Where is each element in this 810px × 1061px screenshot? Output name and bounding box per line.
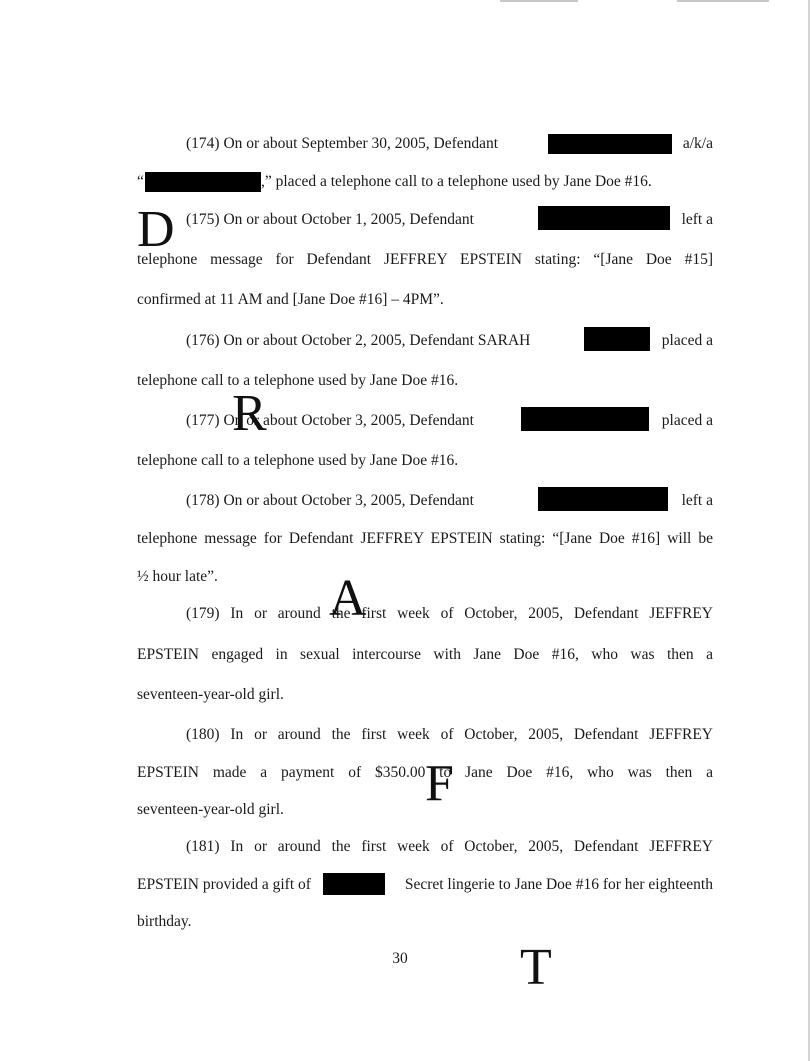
paragraph-text: (174) On or about September 30, 2005, Defendant	[186, 135, 499, 152]
redaction-block	[538, 487, 668, 511]
paragraph-180-line-2: EPSTEIN made a payment of $350.00 to Jane Doe #16, who was then a	[137, 764, 713, 781]
paragraph-text: (177) On or about October 3, 2005, Defendant	[186, 412, 474, 429]
paragraph-text: EPSTEIN provided a gift of	[137, 876, 311, 893]
watermark-letter-r: R	[232, 385, 267, 442]
paragraph-179-line-2: EPSTEIN engaged in sexual intercourse with Jane Doe #16, who was then a	[137, 646, 713, 663]
watermark-letter-t: T	[520, 939, 552, 996]
paragraph-174-line-2	[137, 172, 713, 192]
watermark-letter-f: F	[425, 755, 454, 812]
top-scan-mark	[500, 0, 578, 2]
paragraph-text: placed a	[661, 332, 713, 349]
paragraph-text: left a	[681, 492, 713, 509]
redaction-block	[521, 407, 649, 431]
paragraph-176-line-1	[137, 331, 713, 351]
paragraph-175-line-1	[137, 210, 713, 230]
watermark-letter-a: A	[329, 570, 367, 627]
paragraph-text: (178) On or about October 3, 2005, Defendant	[186, 492, 474, 509]
redaction-block	[323, 873, 385, 895]
paragraph-179-line-3: seventeen-year-old girl.	[137, 686, 284, 703]
paragraph-181-line-2	[137, 875, 713, 895]
paragraph-text: “	[137, 173, 144, 190]
paragraph-175-line-2: telephone message for Defendant JEFFREY EPSTEIN stating: “[Jane Doe #15]	[137, 251, 713, 268]
top-scan-mark	[677, 0, 769, 2]
paragraph-text: a/k/a	[682, 135, 713, 152]
paragraph-179-line-1: (179) In or around the first week of October, 2005, Defendant JEFFREY	[186, 605, 713, 622]
paragraph-177-line-1	[137, 411, 713, 431]
paragraph-178-line-3: ½ hour late”.	[137, 568, 218, 585]
paragraph-176-line-2: telephone call to a telephone used by Jane Doe #16.	[137, 372, 459, 389]
watermark-letter-d: D	[137, 201, 175, 258]
paragraph-text: ,” placed a telephone call to a telephone used by Jane Doe #16.	[261, 173, 652, 190]
paragraph-text: placed a	[661, 412, 713, 429]
paragraph-178-line-1	[137, 491, 713, 511]
paragraph-180-line-3: seventeen-year-old girl.	[137, 801, 284, 818]
paragraph-178-line-2: telephone message for Defendant JEFFREY EPSTEIN stating: “[Jane Doe #16] will be	[137, 530, 713, 547]
paragraph-177-line-2: telephone call to a telephone used by Jane Doe #16.	[137, 452, 459, 469]
paragraph-180-line-1: (180) In or around the first week of October, 2005, Defendant JEFFREY	[186, 726, 713, 743]
redaction-block	[145, 172, 261, 192]
page-number: 30	[392, 950, 408, 967]
paragraph-181-line-3: birthday.	[137, 913, 192, 930]
paragraph-text: (176) On or about October 2, 2005, Defendant SARAH	[186, 332, 531, 349]
paragraph-text: Secret lingerie to Jane Doe #16 for her eighteenth	[404, 876, 713, 893]
paragraph-175-line-3: confirmed at 11 AM and [Jane Doe #16] – 4PM”.	[137, 291, 444, 308]
paragraph-text: (175) On or about October 1, 2005, Defendant	[186, 211, 474, 228]
redaction-block	[548, 134, 672, 154]
paragraph-181-line-1: (181) In or around the first week of October, 2005, Defendant JEFFREY	[186, 838, 713, 855]
paragraph-174-line-1	[137, 134, 713, 154]
redaction-block	[584, 327, 650, 351]
redaction-block	[538, 206, 670, 230]
paragraph-text: left a	[681, 211, 713, 228]
